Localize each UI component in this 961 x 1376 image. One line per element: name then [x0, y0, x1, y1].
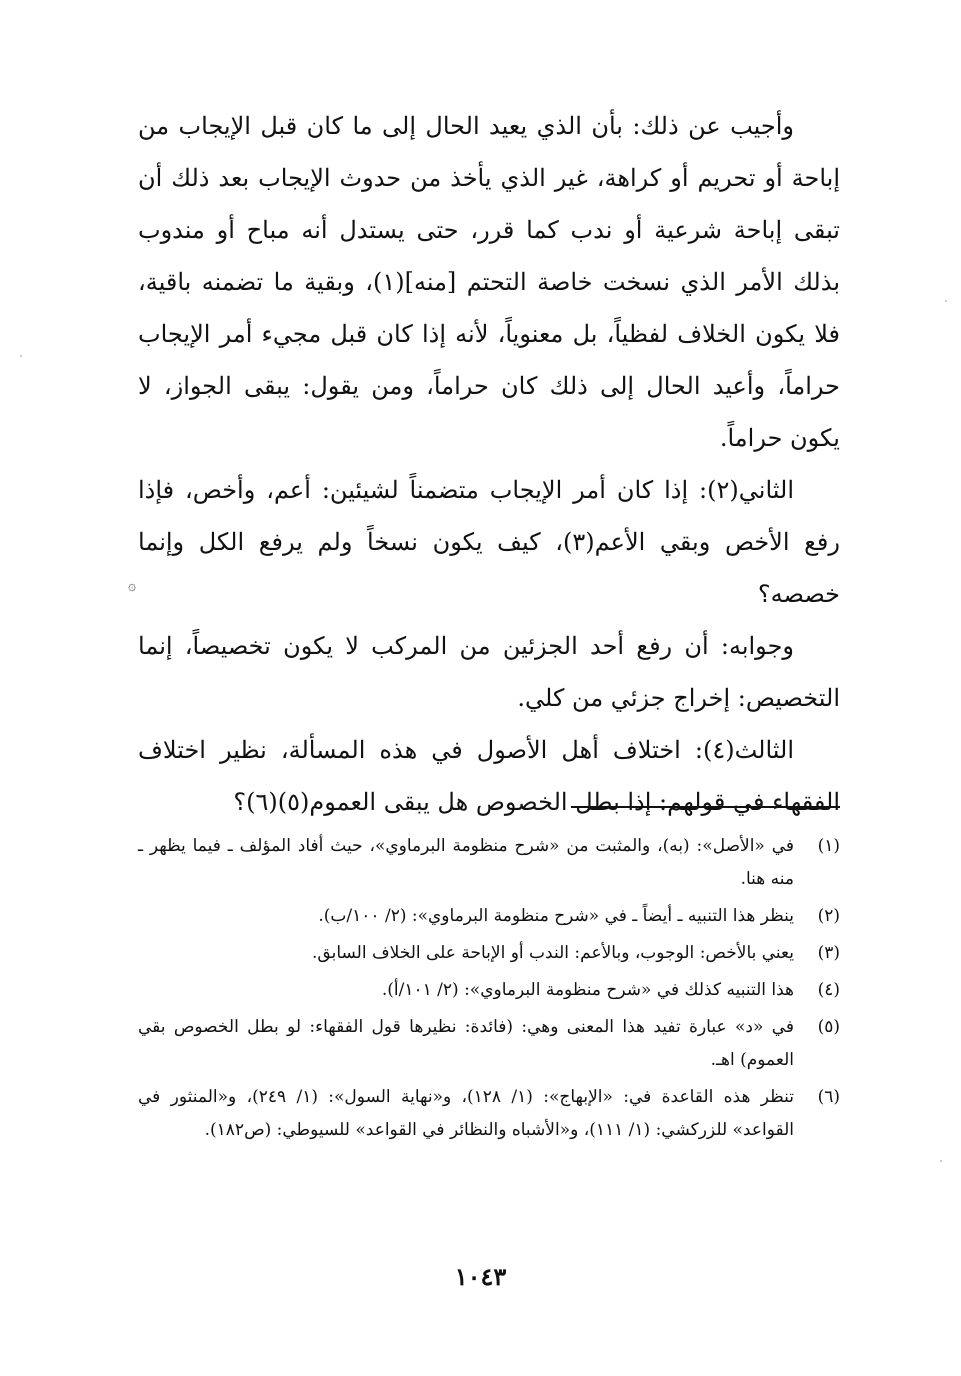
page-number: ١٠٤٣ — [454, 1262, 507, 1291]
paragraph-answer: وأجيب عن ذلك: بأن الذي يعيد الحال إلى ما كان قبل الإيجاب من إباحة أو تحريم أو كراهة، غير الذي يأخذ من حدوث الإيجاب بعد ذلك أن تبقى إباحة شرعية أو ندب كما قرر، حتى يستدل أنه مباح أو مندوب بذلك الأمر الذي نسخت خاصة التحتم [منه](١)، وبقية ما تضمنه باقية، فلا يكون الخلاف لفظياً، بل معنوياً، لأنه إذا كان قبل مجيء أمر الإيجاب حراماً، وأعيد الحال إلى ذلك كان حراماً، ومن يقول: يبقى الجواز، لا يكون حراماً. — [138, 112, 841, 452]
paragraph-third-point: الثالث(٤): اختلاف أهل الأصول في هذه المسألة، نظير اختلاف الفقهاء في قولهم: إذا بطل الخصوص هل يبقى العموم(٥)(٦)؟ — [138, 736, 840, 816]
footnote-number: (٢) — [817, 906, 840, 926]
footnote-item — [138, 1011, 840, 1077]
margin-marker-icon: ۞ — [128, 578, 137, 594]
footnote-number: (٥) — [817, 1017, 840, 1037]
footnote-text: يعني بالأخص: الوجوب، وبالأعم: الندب أو الإباحة على الخلاف السابق. — [312, 943, 794, 963]
footnote-text: تنظر هذه القاعدة في: «الإبهاج»: (١/ ١٢٨)، و«نهاية السول»: (١/ ٢٤٩)، و«المنثور في القواعد» للزركشي: (١/ ١١١)، و«الأشباه والنظائر في القواعد» للسيوطي: (ص١٨٢). — [138, 1087, 794, 1140]
paragraph-second-point: الثاني(٢): إذا كان أمر الإيجاب متضمناً لشيئين: أعم، وأخص، فإذا رفع الأخص وبقي الأعم(٣)، كيف يكون نسخاً ولم يرفع الكل وإنما خصصه؟ — [138, 476, 840, 608]
footnote-item — [138, 937, 840, 970]
footnote-text: في «الأصل»: (به)، والمثبت من «شرح منظومة البرماوي»، حيث أفاد المؤلف ـ فيما يظهر ـ منه هنا. — [138, 836, 794, 889]
footnote-text: هذا التنبيه كذلك في «شرح منظومة البرماوي»: (٢/ ١٠١/أ). — [381, 980, 794, 1000]
footnote-number: (٦) — [817, 1087, 840, 1107]
scan-speck — [945, 300, 947, 302]
footnote-item — [138, 1081, 840, 1147]
footnotes — [138, 830, 840, 1151]
main-text — [138, 100, 840, 828]
footnote-number: (١) — [817, 836, 840, 856]
footnote-text: في «د» عبارة تفيد هذا المعنى وهي: (فائدة: نظيرها قول الفقهاء: لو بطل الخصوص بقي العموم) اهـ. — [138, 1017, 794, 1070]
scan-speck — [940, 1160, 942, 1162]
footnote-item — [138, 974, 840, 1007]
paragraph-reply: وجوابه: أن رفع أحد الجزئين من المركب لا يكون تخصيصاً، إنما التخصيص: إخراج جزئي من كلي. — [138, 632, 840, 712]
footnote-number: (٤) — [817, 980, 840, 1000]
footnote-text: ينظر هذا التنبيه ـ أيضاً ـ في «شرح منظومة البرماوي»: (٢/ ١٠٠/ب). — [318, 906, 794, 926]
footnote-item — [138, 900, 840, 933]
footnote-separator — [571, 806, 840, 808]
footnote-number: (٣) — [817, 943, 840, 963]
footnote-item — [138, 830, 840, 896]
scan-speck — [20, 355, 22, 357]
